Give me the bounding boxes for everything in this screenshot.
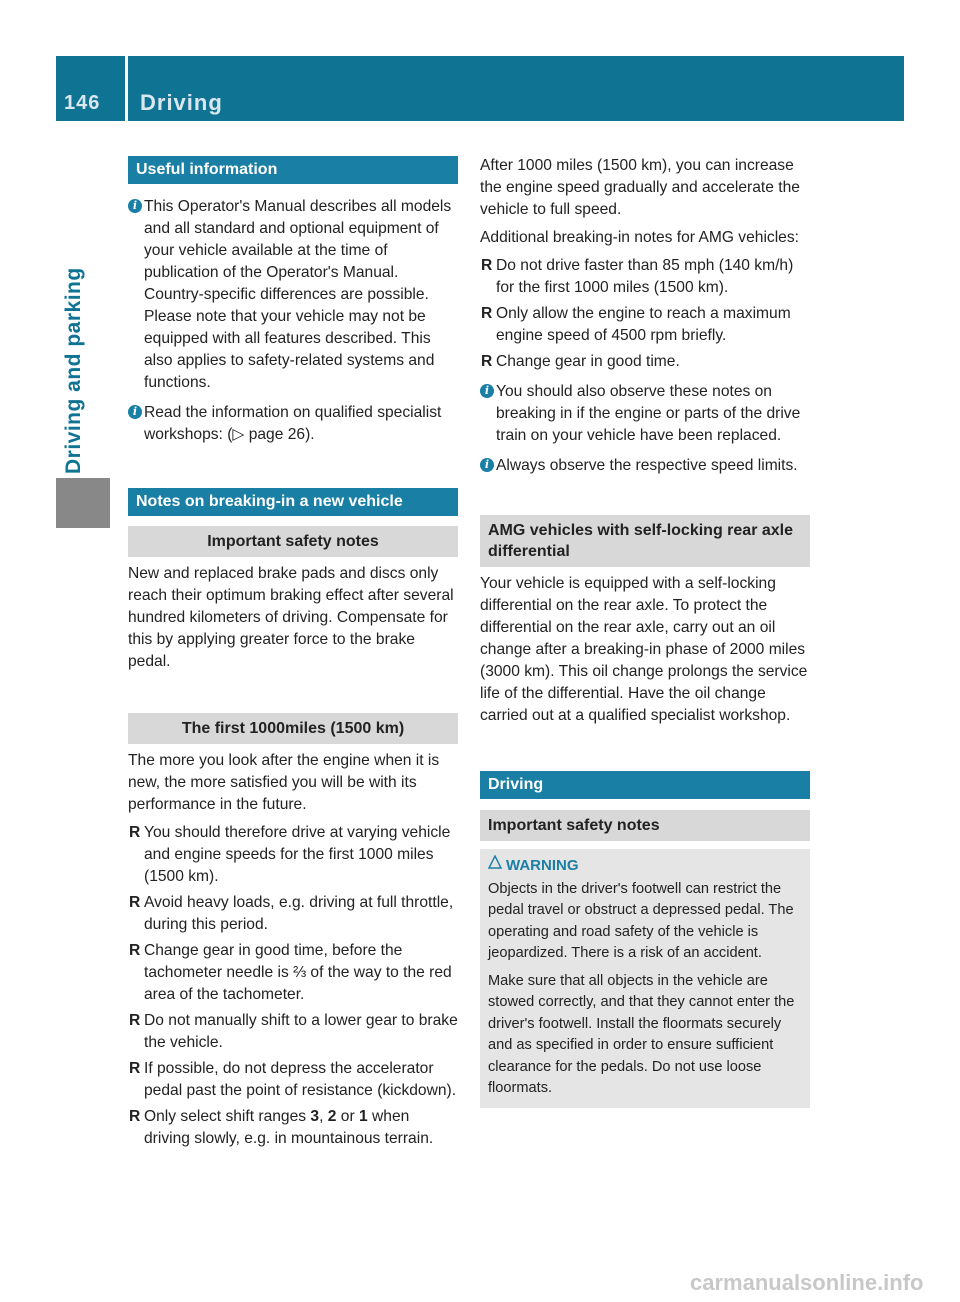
section-title-driving: Driving (480, 771, 810, 799)
subsection-title-safety: Important safety notes (128, 526, 458, 557)
info-icon: i (128, 405, 142, 419)
bullet-icon: R (129, 894, 141, 911)
bullet-icon: R (129, 1108, 141, 1125)
list-item: R Avoid heavy loads, e.g. driving at full throttle, during this period. (129, 894, 454, 933)
info-note (480, 455, 810, 477)
info-text: You should also observe these notes on breaking in if the engine or parts of the drive train on your vehicle have been replaced. (496, 383, 801, 444)
list-item: R Only select shift ranges 3, 2 or 1 when driving slowly, e.g. in mountainous terrain. (129, 1108, 434, 1147)
info-icon: i (480, 384, 494, 398)
paragraph: The more you look after the engine when it is new, the more satisfied you will be with its performance in the future. (128, 752, 440, 813)
bullet-icon: R (129, 1060, 141, 1077)
bullet-icon: R (481, 257, 493, 274)
bullet-icon: R (129, 942, 141, 959)
subsection-title-amg-differential: AMG vehicles with self-locking rear axle differential (480, 515, 810, 567)
section-title-breaking-in: Notes on breaking-in a new vehicle (128, 488, 458, 516)
paragraph: Additional breaking-in notes for AMG vehicles: (480, 229, 799, 246)
warning-text: Make sure that all objects in the vehicle are stowed correctly, and that they cannot enter the driver's footwell. Install the floormats securely and as specified in order to ensure sufficient clearance for the pedals. Do not use loose floormats. (488, 972, 795, 1096)
info-icon: i (128, 199, 142, 213)
warning-heading: WARNING (488, 855, 802, 877)
bullet-icon: R (129, 824, 141, 841)
info-text: This Operator's Manual describes all models and all standard and optional equipment of your vehicle available at the time of publication of the Operator's Manual. Country-specific differences are possible. Please note that your vehicle may not be equipped with all features described. This also applies to safety-related systems and functions. (144, 198, 452, 391)
right-column (480, 155, 810, 1108)
bullet-icon: R (481, 353, 493, 370)
bullet-icon: R (481, 305, 493, 322)
info-note (128, 402, 458, 446)
info-text: Always observe the respective speed limits. (496, 457, 798, 474)
list-item: R Do not manually shift to a lower gear to brake the vehicle. (129, 1012, 458, 1051)
list-item: R Do not drive faster than 85 mph (140 km/h) for the first 1000 miles (1500 km). (481, 257, 794, 296)
paragraph: After 1000 miles (1500 km), you can increase the engine speed gradually and accelerate the vehicle to full speed. (480, 157, 800, 218)
list-item: R Only allow the engine to reach a maximum engine speed of 4500 rpm briefly. (481, 305, 791, 344)
page-number: 146 (64, 92, 101, 114)
bullet-icon: R (129, 1012, 141, 1029)
header-divider (125, 56, 128, 121)
list-item: R Change gear in good time, before the tachometer needle is ⅔ of the way to the red area of the tachometer. (129, 942, 452, 1003)
info-icon: i (480, 458, 494, 472)
warning-box (480, 849, 810, 1108)
warning-triangle-icon (488, 855, 502, 869)
list-item: R You should therefore drive at varying vehicle and engine speeds for the first 1000 miles (1500 km). (129, 824, 451, 885)
watermark: carmanualsonline.info (690, 1270, 924, 1295)
subsection-title-first-1000: The first 1000miles (1500 km) (128, 713, 458, 744)
info-text: Read the information on qualified specialist workshops: (▷ page 26). (144, 404, 442, 443)
section-title-useful-information: Useful information (128, 156, 458, 184)
info-note (128, 196, 458, 394)
subsection-title-safety: Important safety notes (480, 810, 810, 841)
left-column (128, 156, 458, 1154)
paragraph: New and replaced brake pads and discs only reach their optimum braking effect after several hundred kilometers of driving. Compensate for this by applying greater force to the brake pedal. (128, 565, 454, 670)
list-item: R Change gear in good time. (480, 351, 810, 373)
page-title: Driving (140, 90, 223, 115)
warning-text: Objects in the driver's footwell can restrict the pedal travel or obstruct a depressed pedal. The operating and road safety of the vehicle is jeopardized. There is a risk of an accident. (488, 880, 794, 961)
paragraph: Your vehicle is equipped with a self-locking differential on the rear axle. To protect the differential on the rear axle, carry out an oil change after a breaking-in phase of 2000 miles (3000 km). This oil change prolongs the service life of the differential. Have the oil change carried out at a qualified specialist workshop. (480, 575, 808, 724)
list-item: R If possible, do not depress the accelerator pedal past the point of resistance (kickdown). (129, 1060, 457, 1099)
side-tab-label: Driving and parking (62, 267, 85, 474)
side-tab-marker (56, 478, 110, 528)
info-note (480, 381, 810, 447)
